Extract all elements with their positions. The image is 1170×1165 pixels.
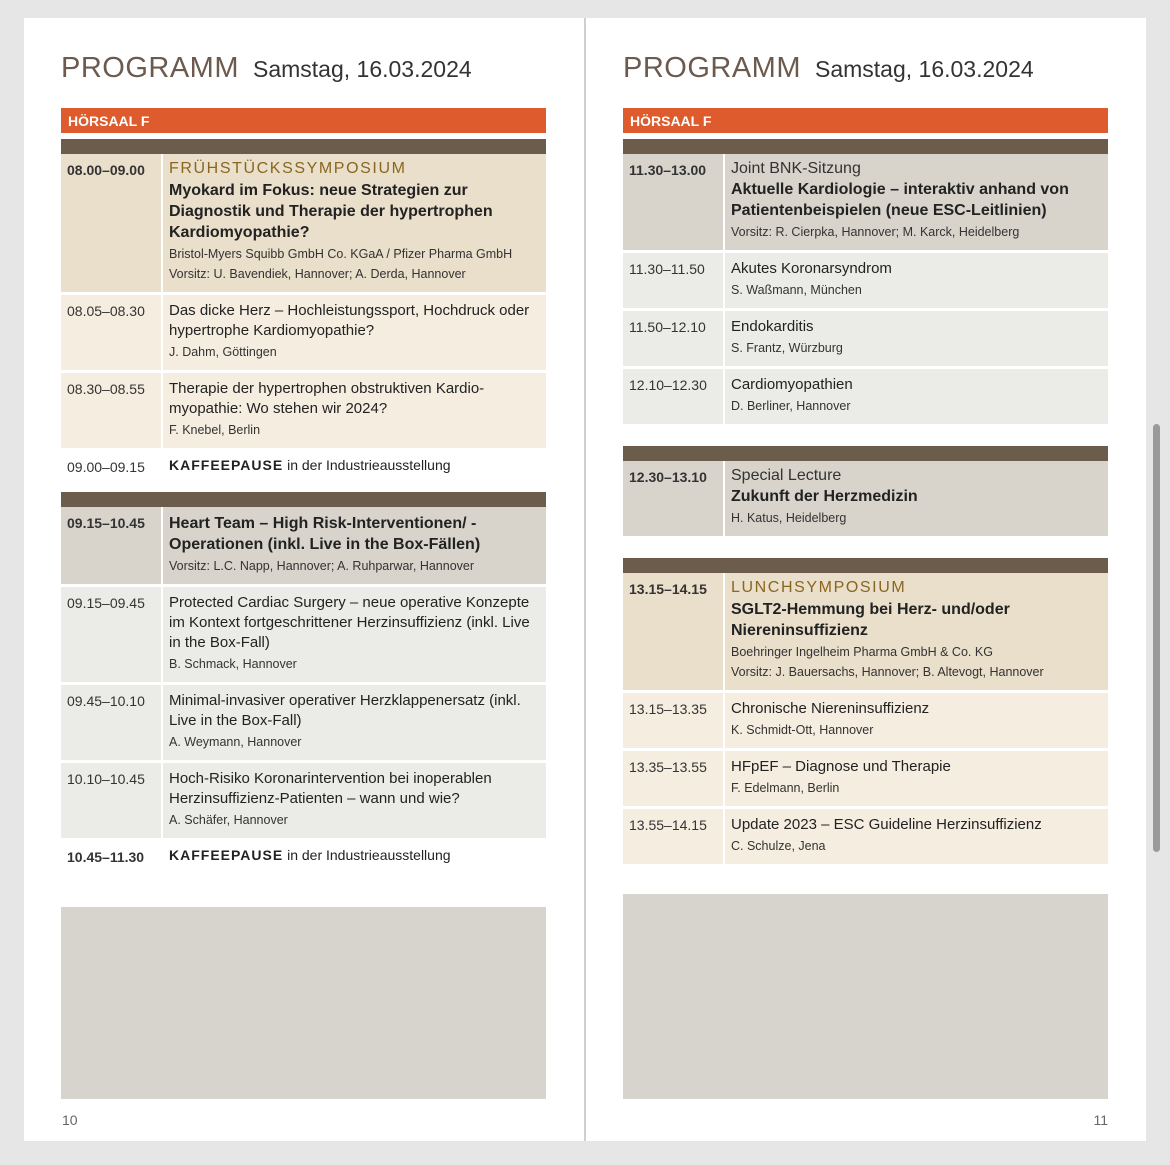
page-left xyxy=(24,18,584,1141)
program-column xyxy=(623,108,1108,864)
symposium-row xyxy=(623,573,1108,693)
sponsor: Boehringer Ingelheim Pharma GmbH & Co. KG xyxy=(731,645,993,659)
session-label: Special Lecture xyxy=(731,467,842,484)
talk-title: Hoch-Risiko Koronarintervention bei inoperablen Herzinsuffizienz-Patienten – wann und wie? xyxy=(169,770,492,807)
section-bar xyxy=(61,139,546,154)
section-bar xyxy=(623,446,1108,461)
talk-title: Cardiomyopathien xyxy=(731,376,853,393)
talk-row xyxy=(61,587,546,685)
chair: Vorsitz: U. Bavendiek, Hannover; A. Derda, Hannover xyxy=(169,267,466,281)
talk-time: 08.30–08.55 xyxy=(61,373,163,448)
session-title: Myokard im Fokus: neue Strategien zur Diagnostik und Therapie der hypertrophen Kardiomyopathie? xyxy=(169,182,493,241)
speaker: F. Edelmann, Berlin xyxy=(731,781,840,795)
page-heading xyxy=(61,52,472,85)
session-time: 13.15–14.15 xyxy=(623,573,725,690)
page-number: 11 xyxy=(1093,1112,1108,1128)
heading-title: PROGRAMM xyxy=(61,52,239,84)
talk-row xyxy=(61,373,546,451)
speaker: C. Schulze, Jena xyxy=(731,839,826,853)
talk-row xyxy=(623,693,1108,751)
speaker: F. Knebel, Berlin xyxy=(169,423,261,437)
speaker: D. Berliner, Hannover xyxy=(731,399,851,413)
talk-title: Update 2023 – ESC Guideline Herzinsuffizienz xyxy=(731,816,1042,833)
talk-row xyxy=(623,311,1108,369)
speaker: K. Schmidt-Ott, Hannover xyxy=(731,723,874,737)
talk-row xyxy=(623,751,1108,809)
talk-title: Endokarditis xyxy=(731,318,814,335)
talk-time: 12.10–12.30 xyxy=(623,369,725,424)
talk-row xyxy=(61,295,546,373)
chair: Vorsitz: R. Cierpka, Hannover; M. Karck, Heidelberg xyxy=(731,225,1020,239)
scrollbar[interactable] xyxy=(1153,424,1160,852)
chair: Vorsitz: L.C. Napp, Hannover; A. Ruhparwar, Hannover xyxy=(169,559,475,573)
break-text: in der Industrieausstellung xyxy=(287,457,451,473)
break-time: 09.00–09.15 xyxy=(61,451,163,483)
talk-time: 09.15–09.45 xyxy=(61,587,163,682)
talk-row xyxy=(623,369,1108,427)
section-bar xyxy=(623,558,1108,573)
talk-title: Therapie der hypertrophen obstruktiven Kardio-myopathie: Wo stehen wir 2024? xyxy=(169,380,485,417)
page-heading xyxy=(623,52,1034,85)
session-title: Heart Team – High Risk-Interventionen/ -Operationen (inkl. Live in the Box-Fällen) xyxy=(169,515,481,553)
speaker: J. Dahm, Göttingen xyxy=(169,345,277,359)
image-placeholder xyxy=(61,907,546,1099)
heading-title: PROGRAMM xyxy=(623,52,801,84)
session-row xyxy=(623,461,1108,539)
talk-time: 11.30–11.50 xyxy=(623,253,725,308)
session-label: Joint BNK-Sitzung xyxy=(731,160,861,177)
session-title: SGLT2-Hemmung bei Herz- und/oder Niereninsuffizienz xyxy=(731,601,1010,639)
break-time: 10.45–11.30 xyxy=(61,841,163,873)
talk-title: HFpEF – Diagnose und Therapie xyxy=(731,758,951,775)
chair: Vorsitz: J. Bauersachs, Hannover; B. Altevogt, Hannover xyxy=(731,665,1044,679)
page-number: 10 xyxy=(62,1112,78,1128)
talk-title: Akutes Koronarsyndrom xyxy=(731,260,892,277)
talk-time: 13.15–13.35 xyxy=(623,693,725,748)
hall-banner: HÖRSAAL F xyxy=(623,108,1108,133)
session-time: 09.15–10.45 xyxy=(61,507,163,584)
speaker: S. Waßmann, München xyxy=(731,283,862,297)
talk-time: 13.55–14.15 xyxy=(623,809,725,864)
break-label: KAFFEEPAUSE xyxy=(169,457,284,473)
speaker: S. Frantz, Würzburg xyxy=(731,341,843,355)
talk-row xyxy=(61,685,546,763)
sponsor: Bristol-Myers Squibb GmbH Co. KGaA / Pfizer Pharma GmbH xyxy=(169,247,513,261)
talk-time: 11.50–12.10 xyxy=(623,311,725,366)
session-time: 12.30–13.10 xyxy=(623,461,725,536)
session-row xyxy=(623,154,1108,253)
speaker: H. Katus, Heidelberg xyxy=(731,511,847,525)
talk-title: Minimal-invasiver operativer Herzklappenersatz (inkl. Live in the Box-Fall) xyxy=(169,692,521,729)
session-title: Aktuelle Kardiologie – interaktiv anhand von Patientenbeispielen (neue ESC-Leitlinien) xyxy=(731,181,1069,219)
talk-row xyxy=(61,763,546,841)
talk-row xyxy=(623,253,1108,311)
section-bar xyxy=(61,492,546,507)
heading-date: Samstag, 16.03.2024 xyxy=(253,56,472,82)
talk-title: Chronische Niereninsuffizienz xyxy=(731,700,930,717)
talk-title: Protected Cardiac Surgery – neue operative Konzepte im Kontext fortgeschrittener Herzinsuffizienz (inkl. Live in the Box-Fall) xyxy=(169,594,530,651)
session-time: 11.30–13.00 xyxy=(623,154,725,250)
break-text: in der Industrieausstellung xyxy=(287,847,451,863)
break-row xyxy=(61,841,546,873)
talk-time: 10.10–10.45 xyxy=(61,763,163,838)
image-placeholder xyxy=(623,894,1108,1099)
talk-time: 09.45–10.10 xyxy=(61,685,163,760)
break-label: KAFFEEPAUSE xyxy=(169,847,284,863)
session-time: 08.00–09.00 xyxy=(61,154,163,292)
talk-title: Das dicke Herz – Hochleistungssport, Hochdruck oder hypertrophe Kardiomyopathie? xyxy=(169,302,530,339)
heading-date: Samstag, 16.03.2024 xyxy=(815,56,1034,82)
talk-time: 08.05–08.30 xyxy=(61,295,163,370)
speaker: B. Schmack, Hannover xyxy=(169,657,297,671)
program-column xyxy=(61,108,546,873)
speaker: A. Schäfer, Hannover xyxy=(169,813,288,827)
session-row xyxy=(61,507,546,587)
break-row xyxy=(61,451,546,486)
speaker: A. Weymann, Hannover xyxy=(169,735,302,749)
talk-time: 13.35–13.55 xyxy=(623,751,725,806)
symposium-label: FRÜHSTÜCKSSYMPOSIUM xyxy=(169,160,407,177)
session-title: Zukunft der Herzmedizin xyxy=(731,488,918,505)
talk-row xyxy=(623,809,1108,864)
hall-banner: HÖRSAAL F xyxy=(61,108,546,133)
symposium-row xyxy=(61,154,546,295)
section-bar xyxy=(623,139,1108,154)
page-right xyxy=(586,18,1146,1141)
symposium-label: LUNCHSYMPOSIUM xyxy=(731,579,907,596)
